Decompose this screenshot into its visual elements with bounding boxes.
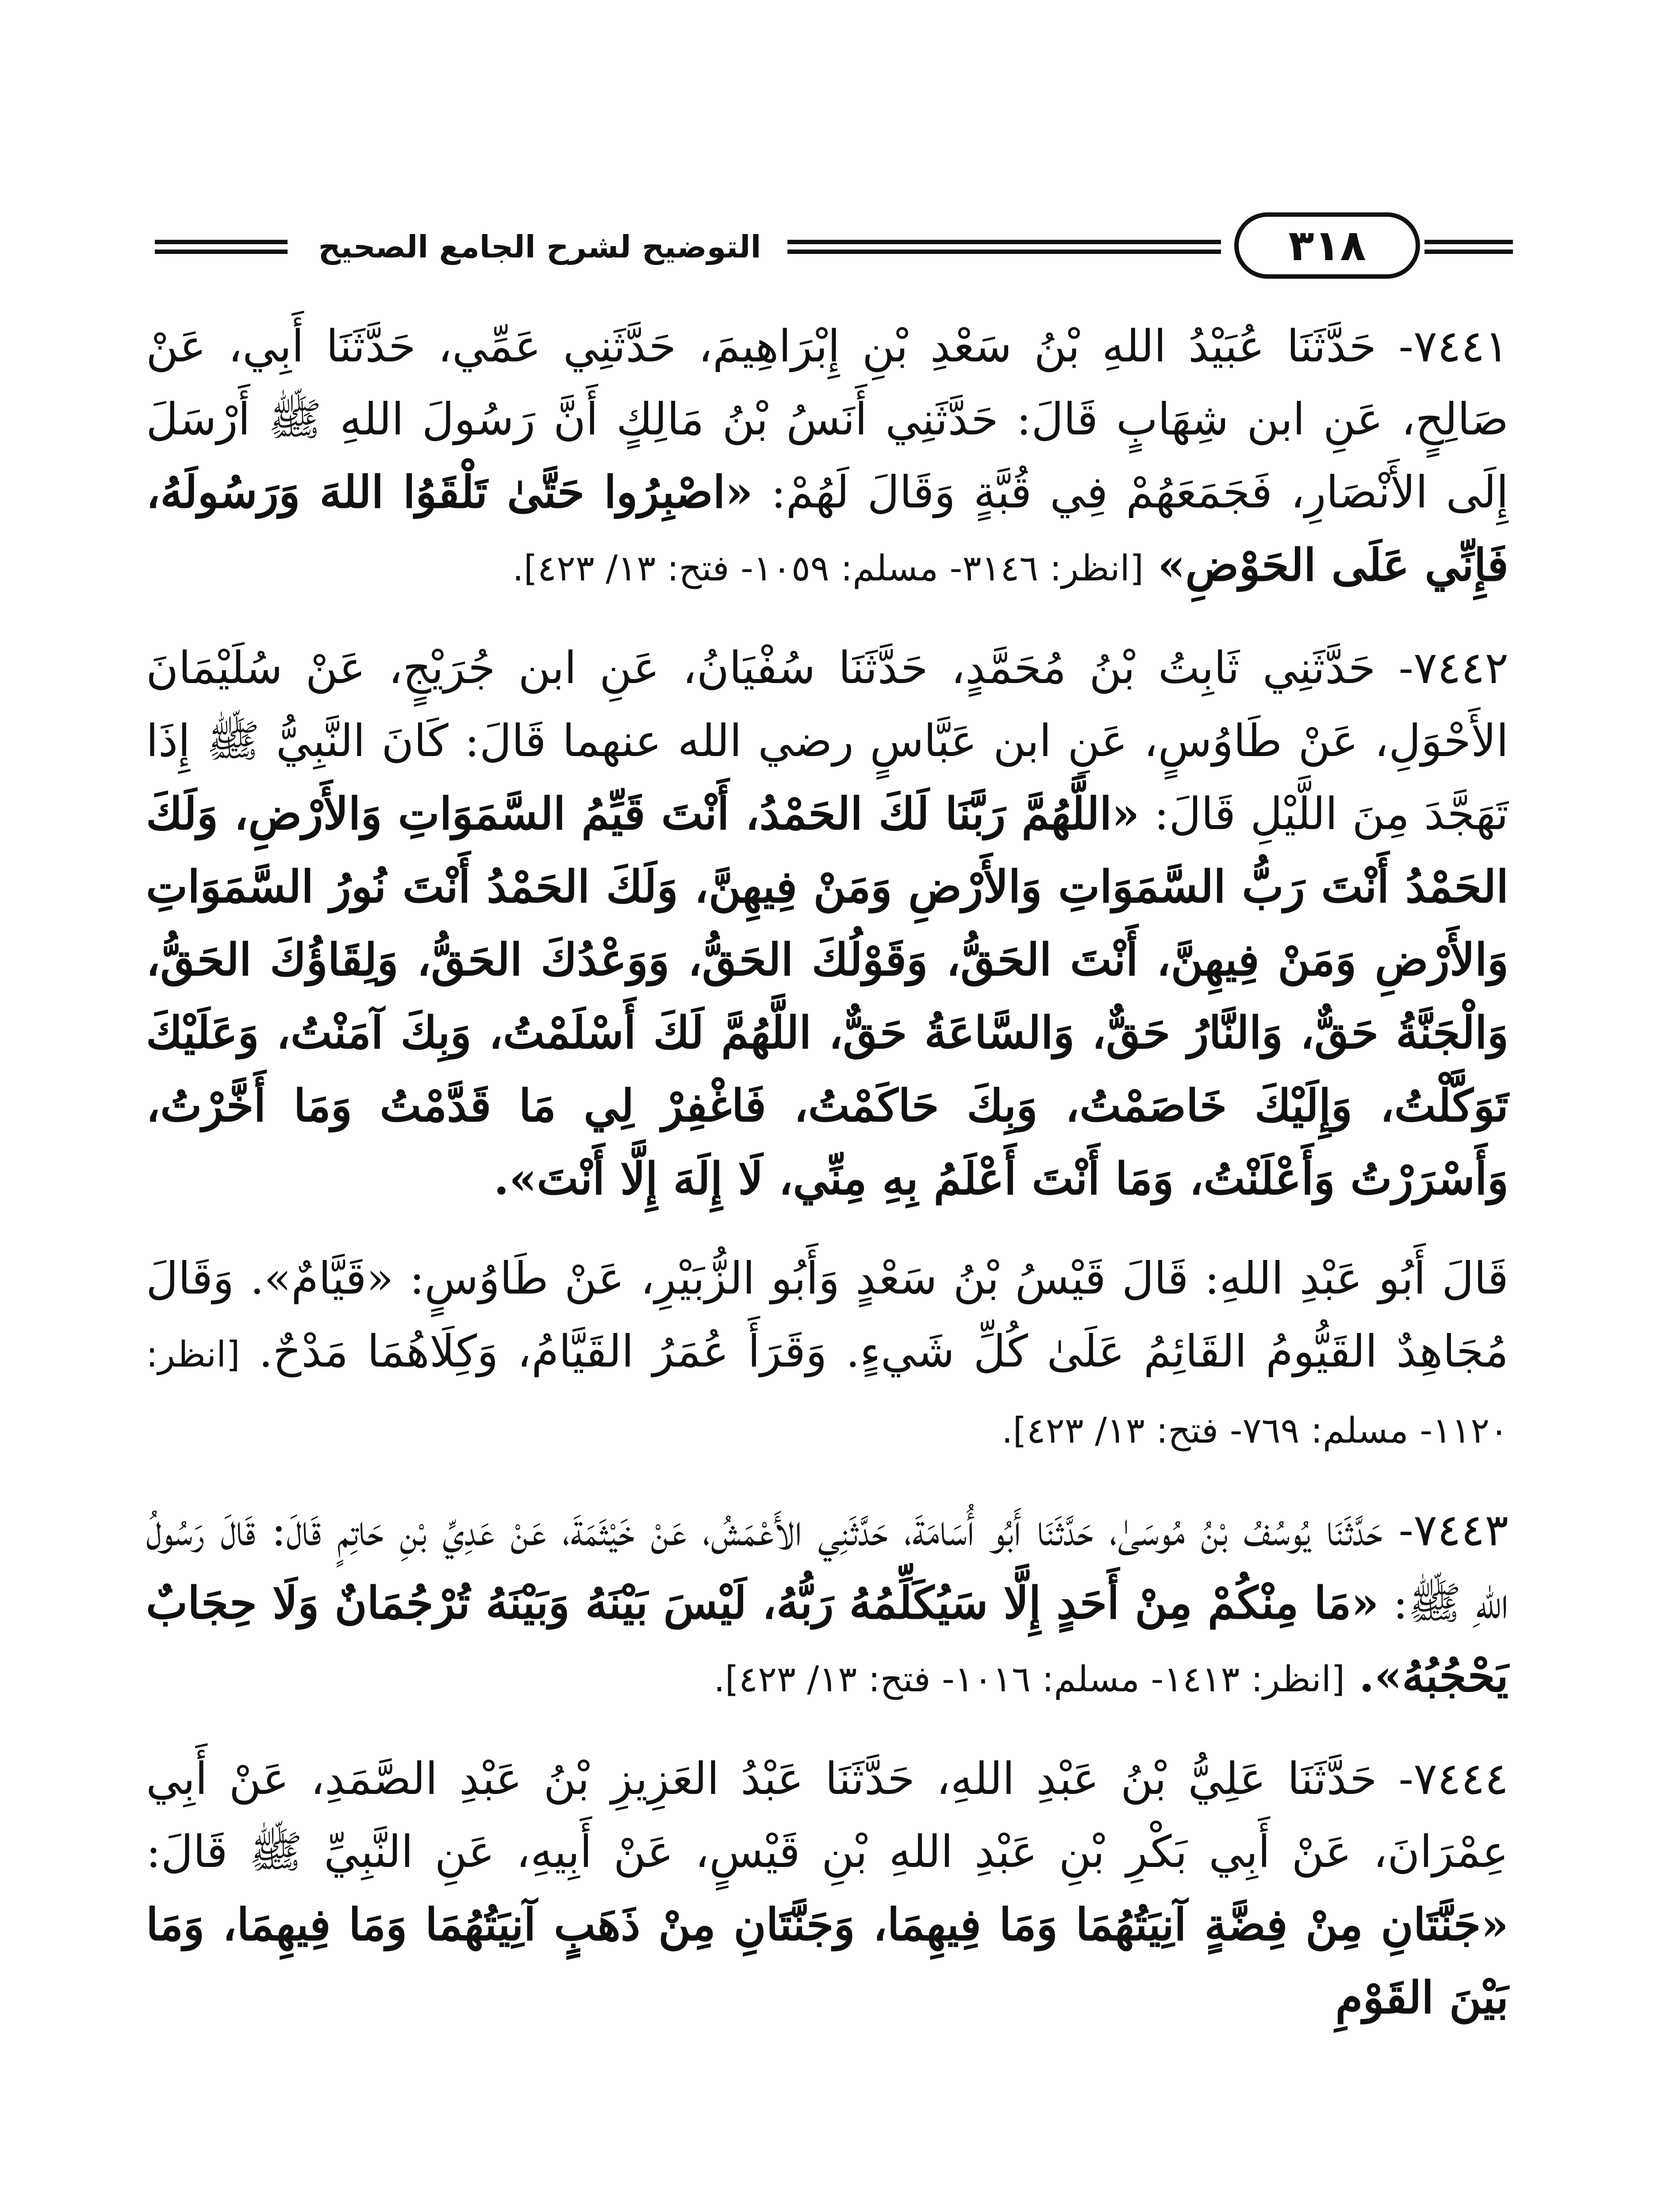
hadith-chain: حَدَّثَنَا يُوسُفُ بْنُ مُوسَىٰ، حَدَّثَنَا أَبُو أُسَامَةَ، حَدَّثَنِي الأَعْمَشُ، عَنْ خَيْثَمَةَ، عَنْ عَدِيِّ بْنِ حَاتِمٍ قَالَ: قَالَ رَسُولُ اللهِ ﷺ: bbox=[146, 1504, 1509, 1629]
hadith-text: «اصْبِرُوا حَتَّىٰ تَلْقَوُا اللهَ وَرَسُولَهُ، فَإِنِّي عَلَى الحَوْضِ» bbox=[146, 466, 1509, 591]
hadith-7442 bbox=[146, 631, 1509, 1215]
header-rule-left bbox=[155, 240, 288, 254]
cross-reference: [انظر: ١٤١٣- مسلم: ١٠١٦- فتح: ١٣/ ٤٢٣]. bbox=[714, 1659, 1345, 1700]
hadith-text: «مَا مِنْكُمْ مِنْ أَحَدٍ إِلَّا سَيُكَلِّمُهُ رَبُّهُ، لَيْسَ بَيْنَهُ وَبَيْنَهُ تُرْجُمَانٌ وَلَا حِجَابٌ يَحْجُبُهُ». bbox=[146, 1577, 1509, 1702]
page-header bbox=[142, 212, 1504, 288]
hadith-number: ٧٤٤٣- bbox=[1398, 1504, 1509, 1556]
hadith-text: «اللَّهُمَّ رَبَّنَا لَكَ الحَمْدُ، أَنْتَ قَيِّمُ السَّمَوَاتِ وَالأَرْضِ، وَلَكَ الحَمْدُ أَنْتَ رَبُّ السَّمَوَاتِ وَالأَرْضِ وَمَنْ فِيهِنَّ، وَلَكَ الحَمْدُ أَنْتَ نُورُ السَّمَوَاتِ وَالأَرْضِ وَمَنْ فِيهِنَّ، أَنْتَ الحَقُّ، وَقَوْلُكَ الحَقُّ، وَوَعْدُكَ الحَقُّ، وَلِقَاؤُكَ الحَقُّ، وَالْجَنَّةُ حَقٌّ، وَالنَّارُ حَقٌّ، وَالسَّاعَةُ حَقٌّ، اللَّهُمَّ لَكَ أَسْلَمْتُ، وَبِكَ آمَنْتُ، وَعَلَيْكَ تَوَكَّلْتُ، وَإِلَيْكَ خَاصَمْتُ، وَبِكَ حَاكَمْتُ، فَاغْفِرْ لِي مَا قَدَّمْتُ وَمَا أَخَّرْتُ، وَأَسْرَرْتُ وَأَعْلَنْتُ، وَمَا أَنْتَ أَعْلَمُ بِهِ مِنِّي، لَا إِلَهَ إِلَّا أَنْتَ». bbox=[146, 787, 1509, 1205]
hadith-chain: حَدَّثَنَا عَلِيُّ بْنُ عَبْدِ اللهِ، حَدَّثَنَا عَبْدُ العَزِيزِ بْنُ عَبْدِ الصَّمَدِ، عَنْ أَبِي عِمْرَانَ، عَنْ أَبِي بَكْرِ بْنِ عَبْدِ اللهِ بْنِ قَيْسٍ، عَنْ أَبِيهِ، عَنِ النَّبِيِّ ﷺ قَالَ: bbox=[146, 1753, 1509, 1878]
commentary-text: قَالَ أَبُو عَبْدِ اللهِ: قَالَ قَيْسُ بْنُ سَعْدٍ وَأَبُو الزُّبَيْرِ، عَنْ طَاوُسٍ: «قَيَّامٌ». وَقَالَ مُجَاهِدٌ القَيُّومُ القَائِمُ عَلَىٰ كُلِّ شَيءٍ. وَقَرَأَ عُمَرُ القَيَّامُ، وَكِلَاهُمَا مَدْحٌ. bbox=[146, 1252, 1509, 1377]
hadith-text: «جَنَّتَانِ مِنْ فِضَّةٍ آنِيَتُهُمَا وَمَا فِيهِمَا، وَجَنَّتَانِ مِنْ ذَهَبٍ آنِيَتُهُمَا وَمَا فِيهِمَا، وَمَا بَيْنَ القَوْمِ bbox=[146, 1898, 1509, 2024]
hadith-number: ٧٤٤٤- bbox=[1398, 1753, 1509, 1805]
hadith-number: ٧٤٤١- bbox=[1398, 320, 1509, 372]
hadith-chain: حَدَّثَنَا عُبَيْدُ اللهِ بْنُ سَعْدِ بْنِ إِبْرَاهِيمَ، حَدَّثَنِي عَمِّي، حَدَّثَنَا أَبِي، عَنْ صَالِحٍ، عَنِ ابن شِهَابٍ قَالَ: حَدَّثَنِي أَنَسُ بْنُ مَالِكٍ أَنَّ رَسُولَ اللهِ ﷺ أَرْسَلَ إِلَى الأَنْصَارِ، فَجَمَعَهُمْ فِي قُبَّةٍ وَقَالَ لَهُمْ: bbox=[146, 320, 1509, 518]
cross-reference: [انظر: ١١٢٠- مسلم: ٧٦٩- فتح: ١٣/ ٤٢٣]. bbox=[146, 1334, 1509, 1451]
page-number: ٣١٨ bbox=[1288, 221, 1366, 270]
running-title: التوضيح لشرح الجامع الصحيح bbox=[318, 229, 761, 265]
header-rule-right bbox=[1424, 240, 1513, 254]
page-number-frame bbox=[1234, 212, 1420, 279]
header-rule-middle bbox=[787, 240, 1221, 254]
hadith-7441 bbox=[146, 310, 1509, 605]
page-body bbox=[146, 310, 1509, 2034]
hadith-7443 bbox=[146, 1494, 1509, 1716]
commentary-note bbox=[146, 1242, 1509, 1467]
hadith-chain: حَدَّثَنِي ثَابِتُ بْنُ مُحَمَّدٍ، حَدَّثَنَا سُفْيَانُ، عَنِ ابن جُرَيْجٍ، عَنْ سُلَيْمَانَ الأَحْوَلِ، عَنْ طَاوُسٍ، عَنِ ابن عَبَّاسٍ رضي الله عنهما قَالَ: كَانَ النَّبِيُّ ﷺ إِذَا تَهَجَّدَ مِنَ اللَّيْلِ قَالَ: bbox=[146, 642, 1509, 840]
hadith-number: ٧٤٤٢- bbox=[1398, 642, 1509, 694]
hadith-7444 bbox=[146, 1742, 1509, 2034]
cross-reference: [انظر: ٣١٤٦- مسلم: ١٠٥٩- فتح: ١٣/ ٤٢٣]. bbox=[512, 548, 1144, 589]
